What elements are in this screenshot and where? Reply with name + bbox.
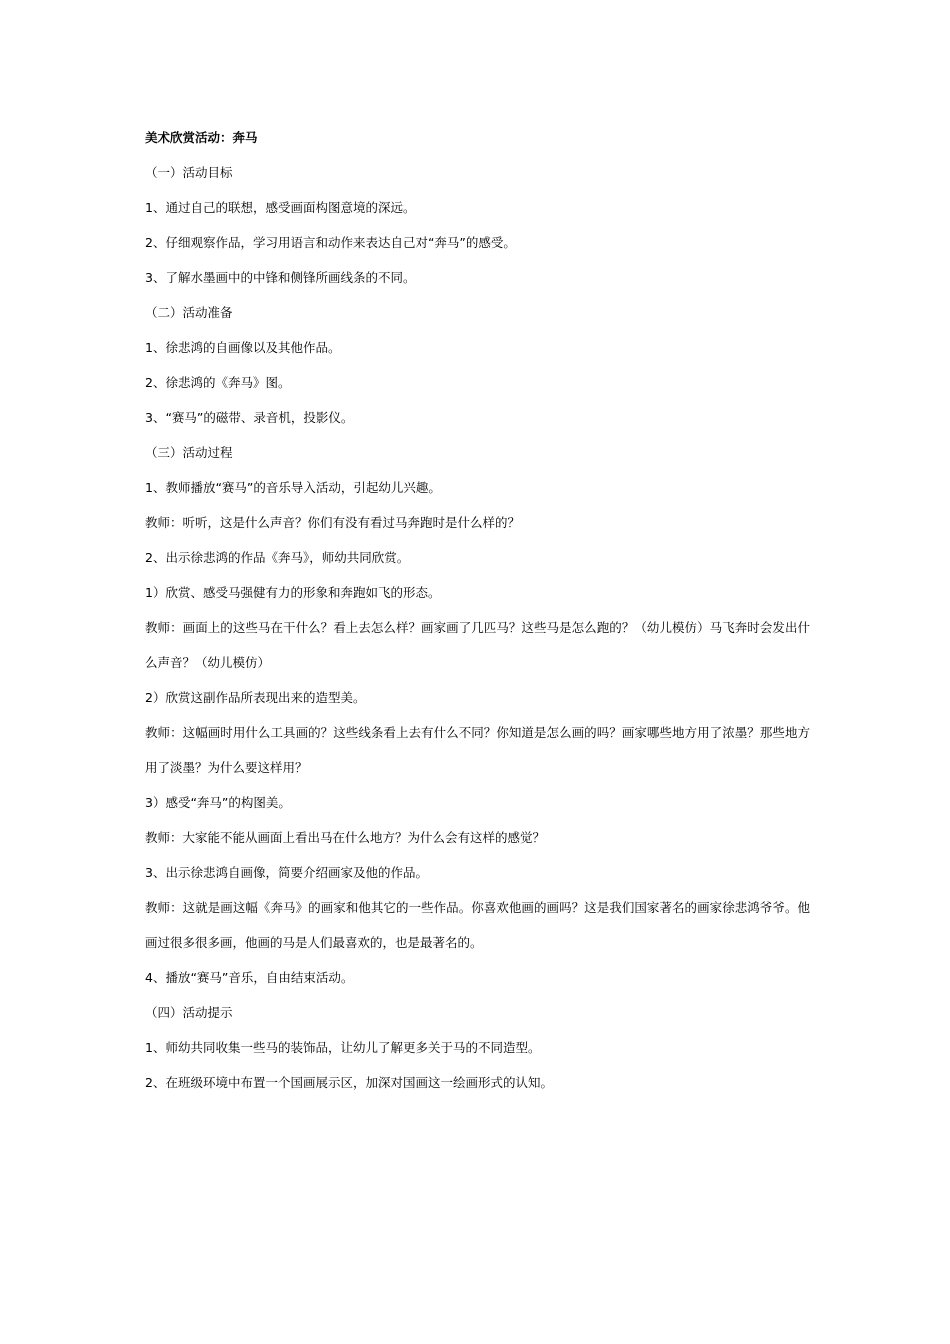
preparation-item-1: 1、徐悲鸿的自画像以及其他作品。: [145, 340, 341, 355]
goal-item-1: 1、通过自己的联想，感受画面构图意境的深远。: [145, 200, 416, 215]
document-title: 美术欣赏活动：奔马: [145, 130, 258, 145]
teacher-paragraph-3: 教师：这就是画这幅《奔马》的画家和他其它的一些作品。你喜欢他画的画吗？这是我们国家著名的画家徐悲鸿爷爷。他画过很多很多画，他画的马是人们最喜欢的，也是最著名的。: [145, 900, 810, 950]
goal-item-3: 3、了解水墨画中的中锋和侧锋所画线条的不同。: [145, 270, 416, 285]
document-page: [145, 125, 810, 1105]
process-step-3: 3、出示徐悲鸿自画像，简要介绍画家及他的作品。: [145, 865, 428, 880]
section-heading-process: （三）活动过程: [145, 445, 233, 460]
section-heading-tips: （四）活动提示: [145, 1005, 233, 1020]
preparation-item-2: 2、徐悲鸿的《奔马》图。: [145, 375, 291, 390]
process-substep-2: 2）欣赏这副作品所表现出来的造型美。: [145, 690, 366, 705]
preparation-item-3: 3、“赛马”的磁带、录音机，投影仪。: [145, 410, 354, 425]
tip-item-2: 2、在班级环境中布置一个国画展示区，加深对国画这一绘画形式的认知。: [145, 1075, 553, 1090]
process-substep-1: 1）欣赏、感受马强健有力的形象和奔跑如飞的形态。: [145, 585, 441, 600]
process-step-1: 1、教师播放“赛马”的音乐导入活动，引起幼儿兴趣。: [145, 480, 441, 495]
teacher-paragraph-1: 教师：画面上的这些马在干什么？看上去怎么样？画家画了几匹马？这些马是怎么跑的？（幼儿模仿）马飞奔时会发出什么声音？（幼儿模仿）: [145, 620, 810, 670]
tip-item-1: 1、师幼共同收集一些马的装饰品，让幼儿了解更多关于马的不同造型。: [145, 1040, 541, 1055]
teacher-line-3: 教师：大家能不能从画面上看出马在什么地方？为什么会有这样的感觉？: [145, 830, 546, 845]
section-heading-goals: （一）活动目标: [145, 165, 233, 180]
section-heading-preparation: （二）活动准备: [145, 305, 233, 320]
teacher-paragraph-2: 教师：这幅画时用什么工具画的？这些线条看上去有什么不同？你知道是怎么画的吗？画家哪些地方用了浓墨？那些地方用了淡墨？为什么要这样用？: [145, 725, 810, 775]
goal-item-2: 2、仔细观察作品，学习用语言和动作来表达自己对“奔马”的感受。: [145, 235, 516, 250]
process-step-4: 4、播放“赛马”音乐，自由结束活动。: [145, 970, 354, 985]
process-step-2: 2、出示徐悲鸿的作品《奔马》，师幼共同欣赏。: [145, 550, 410, 565]
process-substep-3: 3）感受“奔马”的构图美。: [145, 795, 291, 810]
teacher-line-1: 教师：听听，这是什么声音？你们有没有看过马奔跑时是什么样的？: [145, 515, 521, 530]
